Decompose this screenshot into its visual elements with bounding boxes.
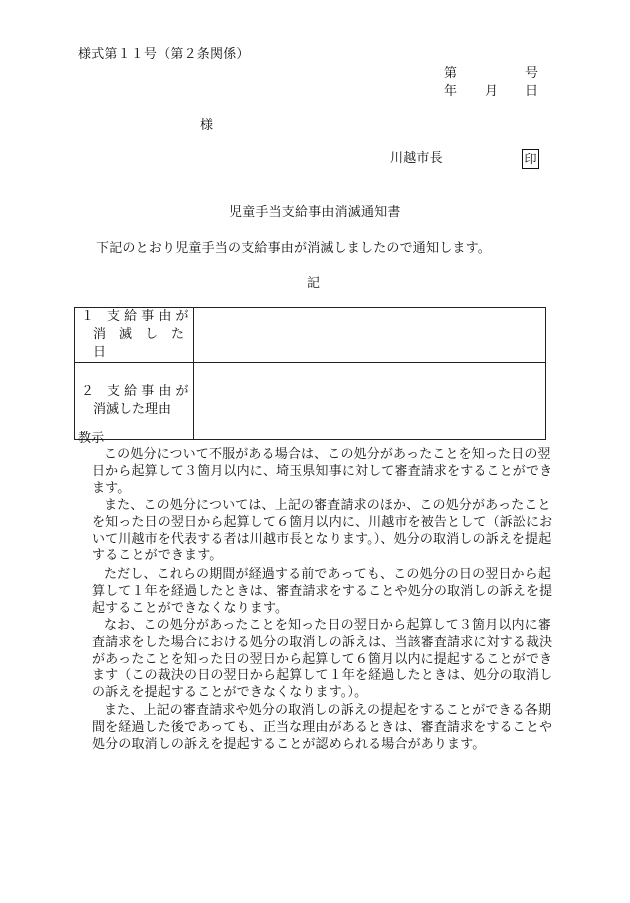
document-number-suffix: 号 <box>525 66 539 81</box>
issuer-name: 川越市長 <box>390 151 443 166</box>
addressee-honorific: 様 <box>200 118 214 133</box>
table-row <box>75 363 546 440</box>
row-label-line2: 消滅した理由 <box>93 402 172 417</box>
instructions-title: 教示 <box>78 431 105 446</box>
instructions-paragraph: また、この処分については、上記の審査請求のほか、この処分があったことを知った日の翌日から起算して６箇月以内に、川越市を被告として（訴訟において川越市を代表する者は川越市長となります。）、処分の取消しの訴えを提起することができます。 <box>92 498 553 564</box>
table-label-cell <box>75 363 194 440</box>
instructions-paragraph: また、上記の審査請求や処分の取消しの訴えの提起をすることができる各期間を経過した後であっても、正当な理由があるときは、審査請求をすることや処分の取消しの訴えを提起することが認められる場合があります。 <box>92 703 553 752</box>
date-year-label: 年 <box>444 84 458 99</box>
details-table <box>74 307 546 440</box>
form-number: 様式第１１号（第２条関係） <box>78 47 250 62</box>
table-value-cell <box>194 363 546 440</box>
table-label-cell <box>75 308 198 363</box>
date-month-label: 月 <box>485 84 499 99</box>
date-day-label: 日 <box>525 84 539 99</box>
instructions-paragraph: この処分について不服がある場合は、この処分があったことを知った日の翌日から起算して３箇月以内に、埼玉県知事に対して審査請求をすることができます。 <box>92 447 553 496</box>
intro-sentence: 下記のとおり児童手当の支給事由が消滅しましたので通知します。 <box>96 241 491 256</box>
row-label-line1: ２ 支 給 事 由 が <box>81 384 189 399</box>
table-row <box>75 308 546 363</box>
document-title: 児童手当支給事由消滅通知書 <box>229 205 401 220</box>
ki-heading: 記 <box>307 276 321 291</box>
document-number-prefix: 第 <box>444 66 458 81</box>
table-value-cell <box>194 308 546 363</box>
row-label-line2: 消 滅 し た 日 <box>93 327 198 360</box>
instructions-paragraph: ただし、これらの期間が経過する前であっても、この処分の日の翌日から起算して１年を経過したときは、審査請求をすることや処分の取消しの訴えを提起することができなくなります。 <box>92 567 553 616</box>
row-label-line1: １ 支 給 事 由 が <box>81 309 189 324</box>
seal-box: 印 <box>522 149 539 169</box>
instructions-paragraph: なお、この処分があったことを知った日の翌日から起算して３箇月以内に審査請求をした場合における処分の取消しの訴えは、当該審査請求に対する裁決があったことを知った日の翌日から起算して６箇月以内に提起することができます（この裁決の日の翌日から起算して１年を経過したときは、処分の取消しの訴えを提起することができなくなります。）。 <box>92 618 553 701</box>
